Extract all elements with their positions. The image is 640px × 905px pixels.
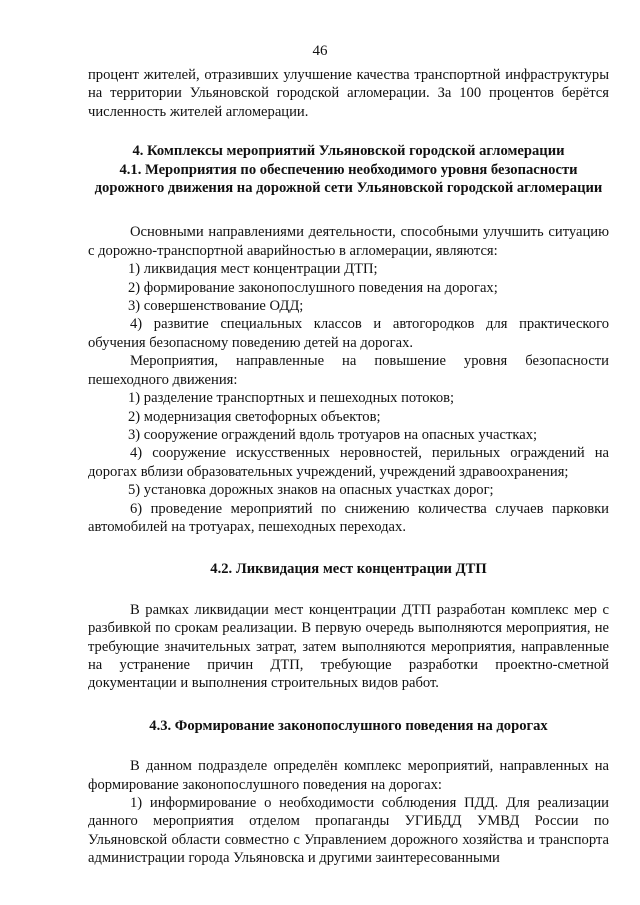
list-item: 4) сооружение искусственных неровностей, перильных ограждений на дорогах вблизи образовательных учреждений, учреждений здравоохранения; bbox=[88, 445, 609, 480]
list-item: 1) разделение транспортных и пешеходных потоков; bbox=[128, 390, 455, 407]
intro-paragraph: процент жителей, отразивших улучшение качества транспортной инфраструктуры на территории Ульяновской городской агломерации. За 100 процентов берётся численность жителей агломерации. bbox=[88, 67, 609, 120]
section-4-2-heading: 4.2. Ликвидация мест концентрации ДТП bbox=[210, 561, 487, 578]
section-4-3-paragraph: В данном подразделе определён комплекс мероприятий, направленных на формирование законопослушного поведения на дорогах: bbox=[88, 758, 609, 793]
list-item: 5) установка дорожных знаков на опасных участках дорог; bbox=[128, 482, 494, 499]
list-item: 1) ликвидация мест концентрации ДТП; bbox=[128, 261, 378, 278]
section-4-3-heading: 4.3. Формирование законопослушного поведения на дорогах bbox=[149, 717, 548, 734]
section-4-1-paragraph-2: Мероприятия, направленные на повышение уровня безопасности пешеходного движения: bbox=[88, 353, 609, 388]
section-4-heading: 4. Комплексы мероприятий Ульяновской городской агломерации bbox=[132, 143, 565, 160]
section-4-2-paragraph: В рамках ликвидации мест концентрации ДТП разработан комплекс мер с разбивкой по срокам реализации. В первую очередь выполняются мероприятия, не требующие значительных затрат, затем выполняются мероприятия, направленные на устранение причин ДТП, требующие разработки проектно-сметной документации и выполнения строительных видов работ. bbox=[88, 601, 609, 692]
page-content bbox=[88, 66, 609, 868]
list-item: 1) информирование о необходимости соблюдения ПДД. Для реализации данного мероприятия отделом пропаганды УГИБДД УМВД России по Ульяновской области совместно с Управлением дорожного хозяйства и транспорта администрации города Ульяновска и другими заинтересованными bbox=[88, 795, 609, 867]
list-item: 6) проведение мероприятий по снижению количества случаев парковки автомобилей на тротуарах, пешеходных переходах. bbox=[88, 500, 609, 535]
list-item: 4) развитие специальных классов и автогородков для практического обучения безопасному поведению детей на дорогах. bbox=[88, 316, 609, 351]
list-item: 3) сооружение ограждений вдоль тротуаров на опасных участках; bbox=[128, 426, 538, 443]
list-item: 2) формирование законопослушного поведения на дорогах; bbox=[128, 279, 498, 296]
section-4-1-paragraph-1: Основными направлениями деятельности, способными улучшить ситуацию с дорожно-транспортной аварийностью в агломерации, являются: bbox=[88, 224, 609, 259]
page-number: 46 bbox=[312, 43, 328, 59]
list-item: 3) совершенствование ОДД; bbox=[128, 298, 304, 315]
list-item: 2) модернизация светофорных объектов; bbox=[128, 408, 381, 425]
section-4-1-heading: 4.1. Мероприятия по обеспечению необходимого уровня безопасности дорожного движения на дорожной сети Ульяновской городской агломерации bbox=[94, 161, 603, 197]
